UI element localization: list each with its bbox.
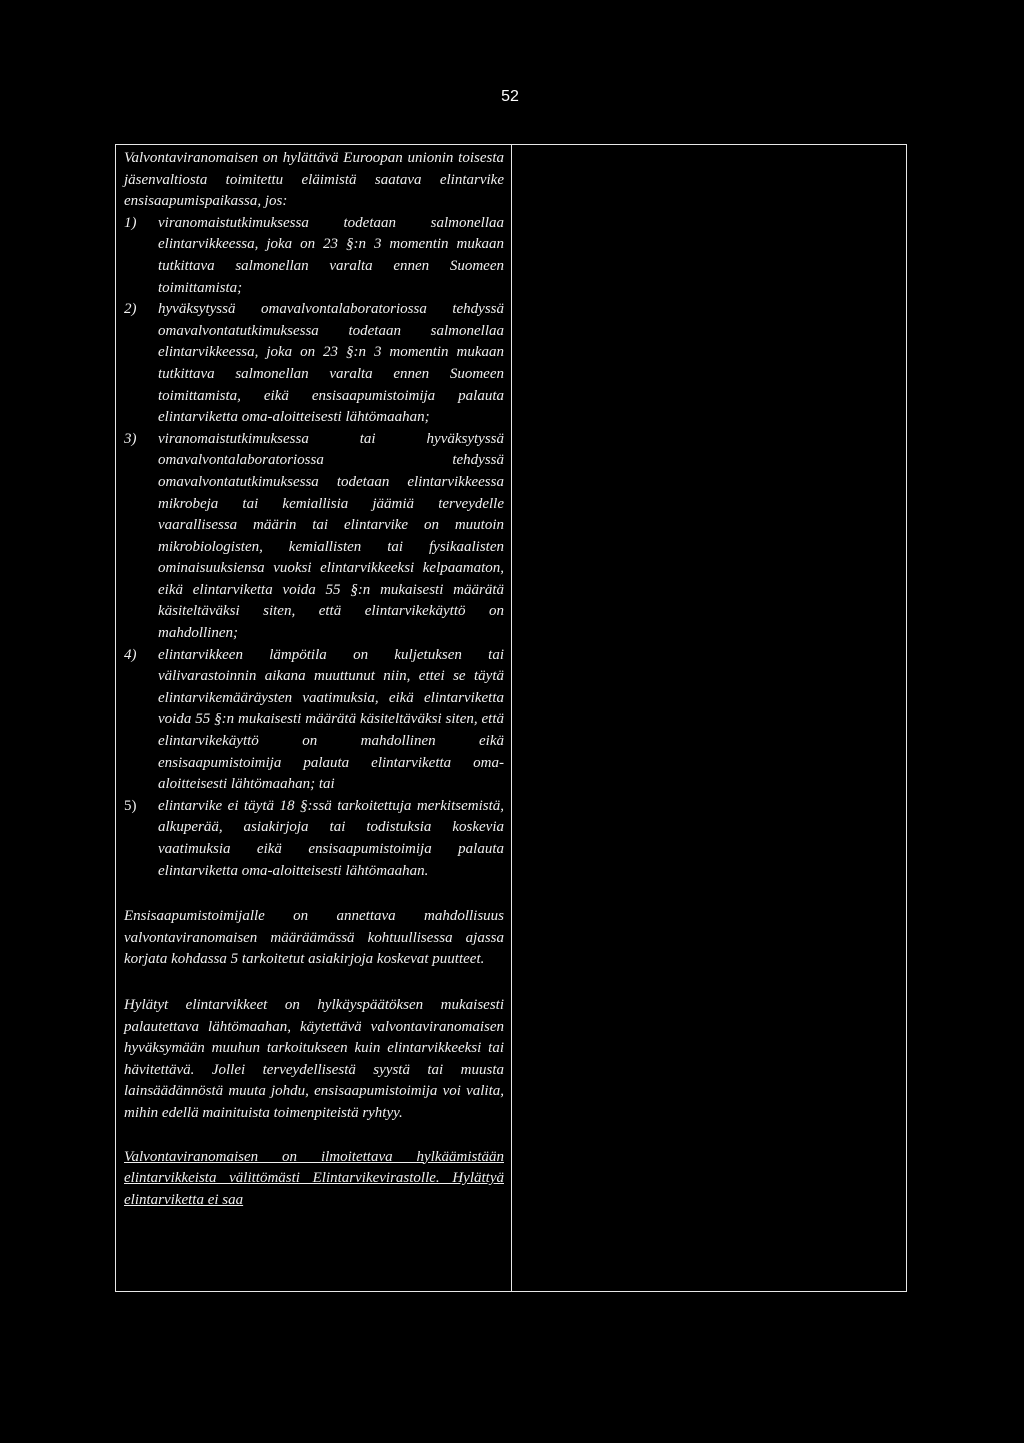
list-item (124, 796, 504, 882)
item-text: elintarvikkeen lämpötila on kuljetuksen tai välivarastoinnin aikana muuttunut niin, ettei se täytä elintarvikemääräysten vaatimuksia, eikä elintarviketta voida 55 §:n mukaisesti määrätä käsiteltäväksi siten, että elintarvikekäyttö on mahdollinen eikä ensisaapumistoimija palauta elintarviketta oma-aloitteisesti lähtömaahan; tai (158, 646, 504, 793)
paragraph-document-correction: Ensisaapumistoimijalle on annettava mahdollisuus valvontaviranomaisen määräämässä kohtuullisessa ajassa korjata kohdassa 5 tarkoitetut asiakirjoja koskevat puutteet. (124, 908, 504, 968)
list-item (124, 299, 504, 429)
item-text: elintarvike ei täytä 18 §:ssä tarkoitettuja merkitsemistä, alkuperää, asiakirjoja tai todistuksia koskevia vaatimuksia eikä ensisaapumistoimija palauta elintarviketta oma-aloitteisesti lähtömaahan. (158, 797, 504, 879)
item-number: 4) (124, 646, 137, 663)
item-number: 1) (124, 214, 137, 231)
item-number: 3) (124, 430, 137, 447)
column-divider (511, 145, 512, 1291)
item-text: viranomaistutkimuksessa tai hyväksytyssä omavalvontalaboratoriossa tehdyssä omavalvontatutkimuksessa todetaan elintarvikkeessa mikrobeja tai kemiallisia jäämiä terveydelle vaarallisessa määrin tai elintarvike on muutoin mikrobiologisten, kemiallisten tai fysikaalisten ominaisuuksiensa vuoksi elintarvikkeeksi kelpaamaton, eikä elintarviketta voida 55 §:n mukaisesti määrätä käsiteltäväksi siten, että elintarvikekäyttö on mahdollinen; (158, 430, 504, 642)
list-item (124, 645, 504, 796)
paragraph-notification: Valvontaviranomaisen on ilmoitettava hylkäämistään elintarvikkeista välittömästi Elintarvikevirastolle. Hylättyä elintarviketta ei saa (124, 1148, 504, 1208)
item-number: 2) (124, 301, 137, 318)
item-text: hyväksytyssä omavalvontalaboratoriossa tehdyssä omavalvontatutkimuksessa todetaan salmonellaa elintarvikkeessa, joka on 23 §:n 3 momentin mukaan tutkittava salmonellan varalta ennen Suomeen toimittamista, eikä ensisaapumistoimija palauta elintarviketta oma-aloitteisesti lähtömaahan; (158, 301, 504, 426)
intro-paragraph: Valvontaviranomaisen on hylättävä Euroopan unionin toisesta jäsenvaltiosta toimitettu eläimistä saatava elintarvike ensisaapumispaikassa, jos: (124, 150, 504, 210)
comparison-table (115, 144, 907, 1292)
item-text: viranomaistutkimuksessa todetaan salmonellaa elintarvikkeessa, joka on 23 §:n 3 momentin mukaan tutkittava salmonellan varalta ennen Suomeen toimittamista; (158, 214, 504, 296)
paragraph-rejected-food: Hylätyt elintarvikkeet on hylkäyspäätöksen mukaisesti palautettava lähtömaahan, käytettävä valvontaviranomaisen hyväksymään muuhun tarkoitukseen kuin elintarvikkeeksi tai hävitettävä. Jollei terveydellisestä syystä tai muusta lainsäädännöstä muuta johdu, ensisaapumistoimija voi valita, mihin edellä mainituista toimenpiteistä ryhtyy. (124, 996, 504, 1121)
item-number: 5) (124, 797, 137, 814)
left-column (124, 148, 504, 1211)
list-item (124, 213, 504, 299)
page-number: 52 (501, 88, 519, 105)
list-item (124, 429, 504, 645)
